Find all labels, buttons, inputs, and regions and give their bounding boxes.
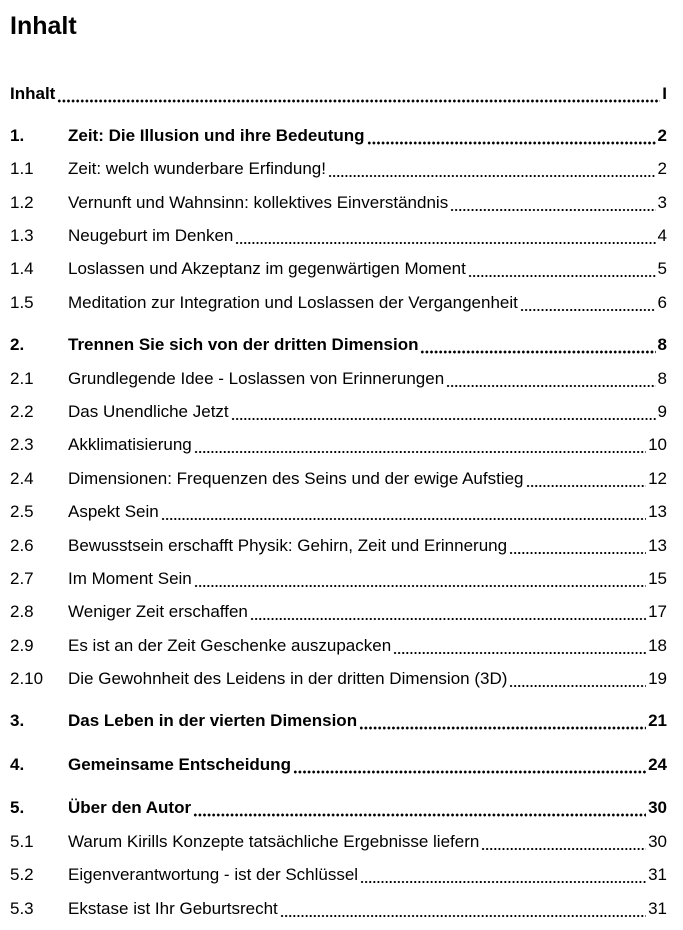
dot-leader: [194, 435, 646, 455]
toc-entry-label: Weniger Zeit erschaffen: [68, 602, 248, 621]
toc-entry-label: Die Gewohnheit des Leidens in der dritten Dimension (3D): [68, 669, 508, 688]
toc-entry-label: Ekstase ist Ihr Geburtsrecht: [68, 899, 278, 918]
toc-entry-page: 31: [648, 899, 667, 918]
toc-entry-number: 2.1: [10, 369, 34, 388]
toc-entry-1[interactable]: [10, 122, 667, 146]
toc-entry-page: 5: [657, 259, 667, 278]
toc-entry-page: 13: [648, 502, 667, 521]
toc-entry-label: Akklimatisierung: [68, 435, 192, 454]
toc-entry-page: 30: [648, 832, 667, 851]
dot-leader: [193, 798, 646, 818]
dot-leader: [468, 259, 656, 279]
dot-leader: [359, 711, 646, 731]
toc-entry-number: 5.3: [10, 899, 34, 918]
toc-entry-label: Über den Autor: [68, 798, 192, 817]
toc-entry-number: 4.: [10, 755, 25, 774]
dot-leader: [328, 159, 656, 179]
toc-entry-2-2[interactable]: [10, 398, 667, 422]
toc-entry-inhalt[interactable]: [10, 80, 667, 104]
page-title: Inhalt: [10, 12, 77, 40]
toc-entry-page: I: [662, 84, 667, 103]
toc-entry-page: 15: [648, 569, 667, 588]
toc-entry-number: 2.8: [10, 602, 34, 621]
dot-leader: [231, 402, 656, 422]
toc-entry-2-10[interactable]: [10, 665, 667, 689]
toc-entry-page: 17: [648, 602, 667, 621]
toc-entry-number: 2.4: [10, 469, 34, 488]
toc-entry-label: Dimensionen: Frequenzen des Seins und der ewige Aufstieg: [68, 469, 524, 488]
toc-entry-number: 2.10: [10, 669, 44, 688]
toc-entry-page: 8: [657, 369, 667, 388]
dot-leader: [235, 226, 655, 246]
toc-entry-2-4[interactable]: [10, 465, 667, 489]
toc-entry-number: 2.3: [10, 435, 34, 454]
toc-entry-label: Gemeinsame Entscheidung: [68, 755, 291, 774]
toc-entry-page: 8: [657, 335, 667, 354]
toc-entry-label: Das Unendliche Jetzt: [68, 402, 229, 421]
toc-entry-page: 13: [648, 536, 667, 555]
toc-entry-page: 10: [648, 435, 667, 454]
toc-entry-1-5[interactable]: [10, 289, 667, 313]
toc-entry-number: 2.9: [10, 636, 34, 655]
toc-entry-1-3[interactable]: [10, 222, 667, 246]
toc-entry-label: Grundlegende Idee - Loslassen von Erinnerungen: [68, 369, 445, 388]
toc-entry-number: 2.2: [10, 402, 34, 421]
toc-entry-label: Bewusstsein erschafft Physik: Gehirn, Zeit und Erinnerung: [68, 536, 508, 555]
toc-entry-label: Aspekt Sein: [68, 502, 159, 521]
toc-entry-page: 9: [657, 402, 667, 421]
toc-entry-2-3[interactable]: [10, 431, 667, 455]
toc-entry-number: 1.1: [10, 159, 34, 178]
toc-entry-page: 19: [648, 669, 667, 688]
dot-leader: [420, 335, 655, 355]
toc-entry-2[interactable]: [10, 331, 667, 355]
dot-leader: [481, 832, 646, 852]
toc-entry-page: 2: [657, 126, 667, 145]
toc-entry-number: 1.2: [10, 193, 34, 212]
toc-entry-label: Das Leben in der vierten Dimension: [68, 711, 358, 730]
toc-entry-5-3[interactable]: [10, 895, 667, 919]
dot-leader: [194, 569, 646, 589]
toc-entry-2-6[interactable]: [10, 532, 667, 556]
toc-entry-label: Loslassen und Akzeptanz im gegenwärtigen Moment: [68, 259, 466, 278]
toc-entry-number: 2.7: [10, 569, 34, 588]
toc-entry-label: Meditation zur Integration und Loslassen der Vergangenheit: [68, 293, 518, 312]
dot-leader: [450, 193, 655, 213]
dot-leader: [509, 536, 646, 556]
dot-leader: [250, 602, 646, 622]
toc-entry-number: 5.1: [10, 832, 34, 851]
toc-entry-1-1[interactable]: [10, 155, 667, 179]
toc-entry-2-5[interactable]: [10, 498, 667, 522]
toc-entry-label: Neugeburt im Denken: [68, 226, 234, 245]
toc-entry-5[interactable]: [10, 794, 667, 818]
toc-entry-page: 12: [648, 469, 667, 488]
dot-leader: [367, 126, 656, 146]
dot-leader: [446, 369, 655, 389]
toc-entry-number: 5.: [10, 798, 25, 817]
toc-entry-label: Eigenverantwortung - ist der Schlüssel: [68, 865, 359, 884]
dot-leader: [520, 293, 656, 313]
toc-entry-page: 31: [648, 865, 667, 884]
toc-entry-page: 4: [657, 226, 667, 245]
toc-entry-label: Vernunft und Wahnsinn: kollektives Einverständnis: [68, 193, 449, 212]
toc-entry-page: 2: [657, 159, 667, 178]
toc-entry-3[interactable]: [10, 707, 667, 731]
dot-leader: [393, 636, 646, 656]
toc-entry-number: 2.5: [10, 502, 34, 521]
toc-entry-number: 1.3: [10, 226, 34, 245]
dot-leader: [509, 669, 646, 689]
toc-entry-label: Zeit: Die Illusion und ihre Bedeutung: [68, 126, 365, 145]
toc-entry-label: Im Moment Sein: [68, 569, 192, 588]
toc-entry-number: 1.5: [10, 293, 34, 312]
toc-entry-2-1[interactable]: [10, 365, 667, 389]
dot-leader: [280, 899, 646, 919]
toc-entry-number: 2.: [10, 335, 25, 354]
toc-entry-number: 2.6: [10, 536, 34, 555]
toc-entry-page: 3: [657, 193, 667, 212]
toc-entry-5-2[interactable]: [10, 861, 667, 885]
toc-entry-page: 6: [657, 293, 667, 312]
toc-entry-label: Inhalt: [10, 84, 56, 103]
toc-entry-number: 3.: [10, 711, 25, 730]
toc-entry-label: Trennen Sie sich von der dritten Dimension: [68, 335, 419, 354]
toc-entry-1-4[interactable]: [10, 255, 667, 279]
dot-leader: [57, 84, 660, 104]
toc-entry-label: Zeit: welch wunderbare Erfindung!: [68, 159, 326, 178]
dot-leader: [293, 755, 646, 775]
toc-entry-number: 1.4: [10, 259, 34, 278]
toc-entry-1-2[interactable]: [10, 189, 667, 213]
toc-entry-5-1[interactable]: [10, 828, 667, 852]
toc-entry-2-9[interactable]: [10, 632, 667, 656]
dot-leader: [526, 469, 647, 489]
toc-entry-4[interactable]: [10, 751, 667, 775]
toc-entry-page: 24: [648, 755, 667, 774]
toc-entry-2-7[interactable]: [10, 565, 667, 589]
toc-entry-page: 21: [648, 711, 667, 730]
toc-entry-label: Es ist an der Zeit Geschenke auszupacken: [68, 636, 392, 655]
toc-entry-page: 18: [648, 636, 667, 655]
toc-entry-page: 30: [648, 798, 667, 817]
dot-leader: [360, 865, 646, 885]
toc-entry-2-8[interactable]: [10, 598, 667, 622]
toc-entry-number: 1.: [10, 126, 25, 145]
dot-leader: [161, 502, 646, 522]
toc-entry-label: Warum Kirills Konzepte tatsächliche Ergebnisse liefern: [68, 832, 480, 851]
toc-entry-number: 5.2: [10, 865, 34, 884]
